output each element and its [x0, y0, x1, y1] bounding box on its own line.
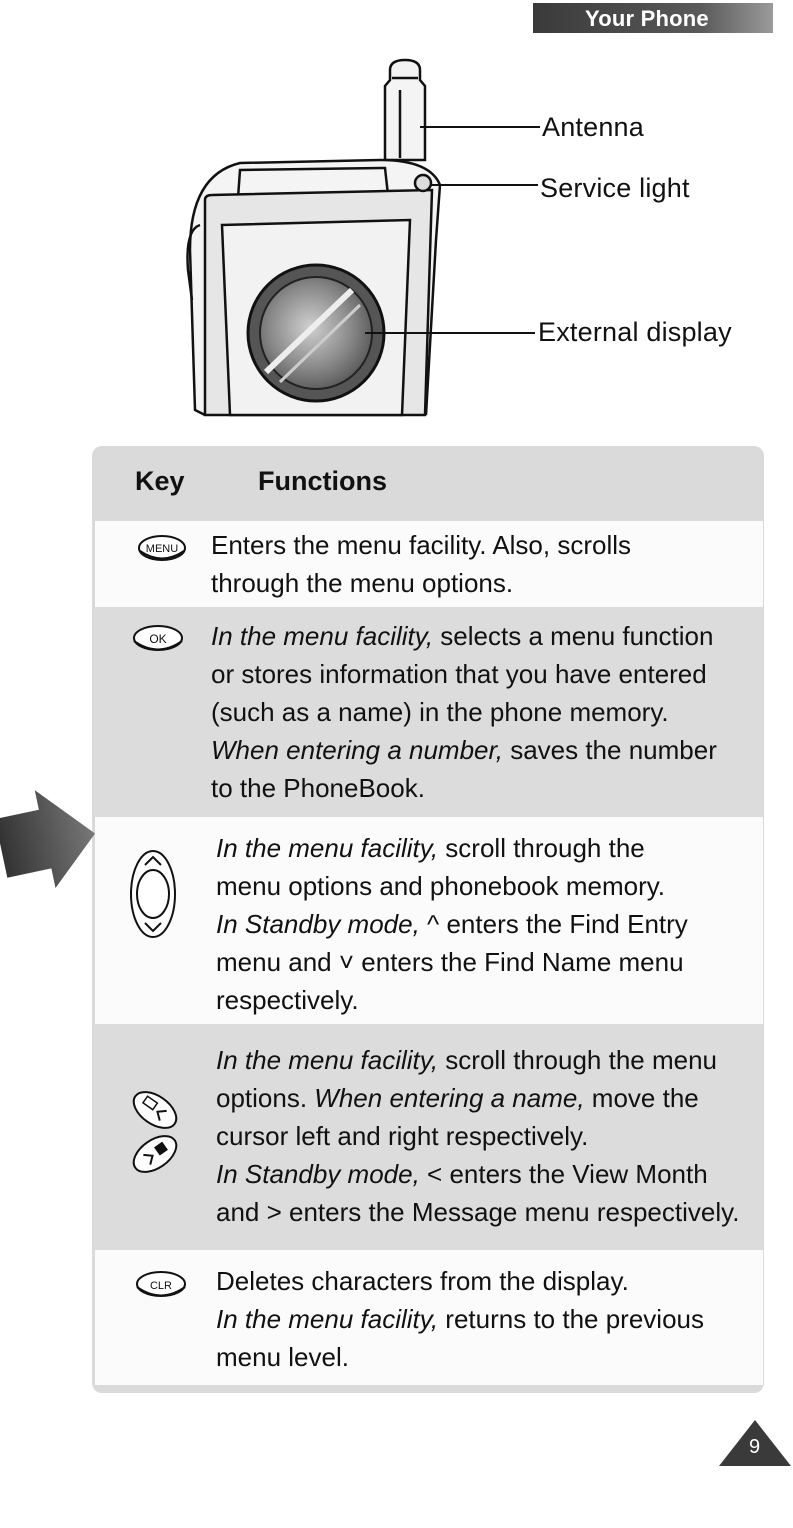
italic-context-text: In the menu facility, — [216, 833, 439, 863]
description-line — [211, 526, 631, 564]
description-line — [216, 943, 688, 981]
description-text: menu and ˅ enters the Find Name menu — [216, 947, 684, 977]
ok-key-label: OK — [149, 632, 167, 646]
description-line — [216, 981, 688, 1019]
description-line — [216, 1338, 704, 1376]
description-text: (such as a name) in the phone memory. — [211, 697, 669, 727]
margin-arrow-icon — [0, 788, 100, 888]
description-line — [211, 564, 631, 602]
description-line — [216, 1079, 739, 1117]
function-description — [216, 1262, 704, 1376]
description-line — [211, 769, 717, 807]
description-line — [216, 1117, 739, 1155]
italic-context-text: In the menu facility, — [216, 1304, 439, 1334]
page-number-text: 9 — [749, 1436, 761, 1458]
description-line — [216, 1041, 739, 1079]
phone-illustration — [0, 0, 793, 430]
description-line — [211, 693, 717, 731]
italic-context-text: In Standby mode, — [216, 909, 420, 939]
menu-key-label: MENU — [145, 543, 179, 555]
description-text: Enters the menu facility. Also, scrolls — [211, 530, 632, 560]
description-line — [211, 617, 717, 655]
function-description — [216, 1041, 739, 1231]
antenna-illustration — [385, 60, 425, 160]
italic-context-text: In Standby mode, — [216, 1159, 420, 1189]
description-line — [211, 731, 717, 769]
description-text: to the PhoneBook. — [211, 773, 425, 803]
external-display-illustration — [248, 265, 384, 401]
description-text: selects a menu function — [433, 621, 714, 651]
callout-external-display: External display — [538, 317, 732, 347]
description-text: menu options and phonebook memory. — [216, 871, 666, 901]
callout-antenna: Antenna — [542, 112, 644, 142]
menu-key-icon — [136, 532, 188, 566]
description-text: cursor left and right respectively. — [216, 1121, 589, 1151]
description-text: saves the number — [502, 735, 717, 765]
callout-service-light: Service light — [540, 173, 690, 203]
description-text: scroll through the menu — [438, 1045, 718, 1075]
description-line — [211, 655, 717, 693]
column-header-key: Key — [135, 466, 185, 496]
description-text: Deletes characters from the display. — [216, 1266, 629, 1296]
page-number — [717, 1418, 793, 1473]
description-line — [216, 905, 688, 943]
italic-context-text: In the menu facility, — [216, 1045, 439, 1075]
description-text: options. — [216, 1083, 315, 1113]
left-right-scroll-key-icon — [125, 1088, 187, 1178]
clr-key-label: CLR — [149, 1280, 173, 1292]
description-text: scroll through the — [438, 833, 645, 863]
description-text: menu level. — [216, 1342, 349, 1372]
description-line — [216, 1262, 704, 1300]
function-description — [216, 829, 688, 1019]
function-description — [211, 617, 717, 807]
up-down-scroll-key-icon — [128, 848, 178, 940]
italic-context-text: When entering a name, — [314, 1083, 585, 1113]
description-text: returns to the previous — [438, 1304, 704, 1334]
description-text: respectively. — [216, 985, 359, 1015]
description-text: through the menu options. — [211, 568, 514, 598]
column-header-functions: Functions — [258, 466, 387, 496]
description-line — [216, 829, 688, 867]
section-header-title: Your Phone — [585, 6, 709, 31]
italic-context-text: When entering a number, — [211, 735, 503, 765]
description-line — [216, 1300, 704, 1338]
description-text: < enters the View Month — [419, 1159, 708, 1189]
italic-context-text: In the menu facility, — [211, 621, 434, 651]
function-description — [211, 526, 631, 602]
description-text: move the — [584, 1083, 699, 1113]
description-text: and > enters the Message menu respectively. — [216, 1197, 740, 1227]
description-text: ^ enters the Find Entry — [419, 909, 688, 939]
ok-key-icon — [130, 622, 186, 658]
description-line — [216, 1155, 739, 1193]
description-line — [216, 1193, 739, 1231]
description-line — [216, 867, 688, 905]
clr-key-icon — [133, 1268, 189, 1304]
description-text: or stores information that you have entered — [211, 659, 707, 689]
